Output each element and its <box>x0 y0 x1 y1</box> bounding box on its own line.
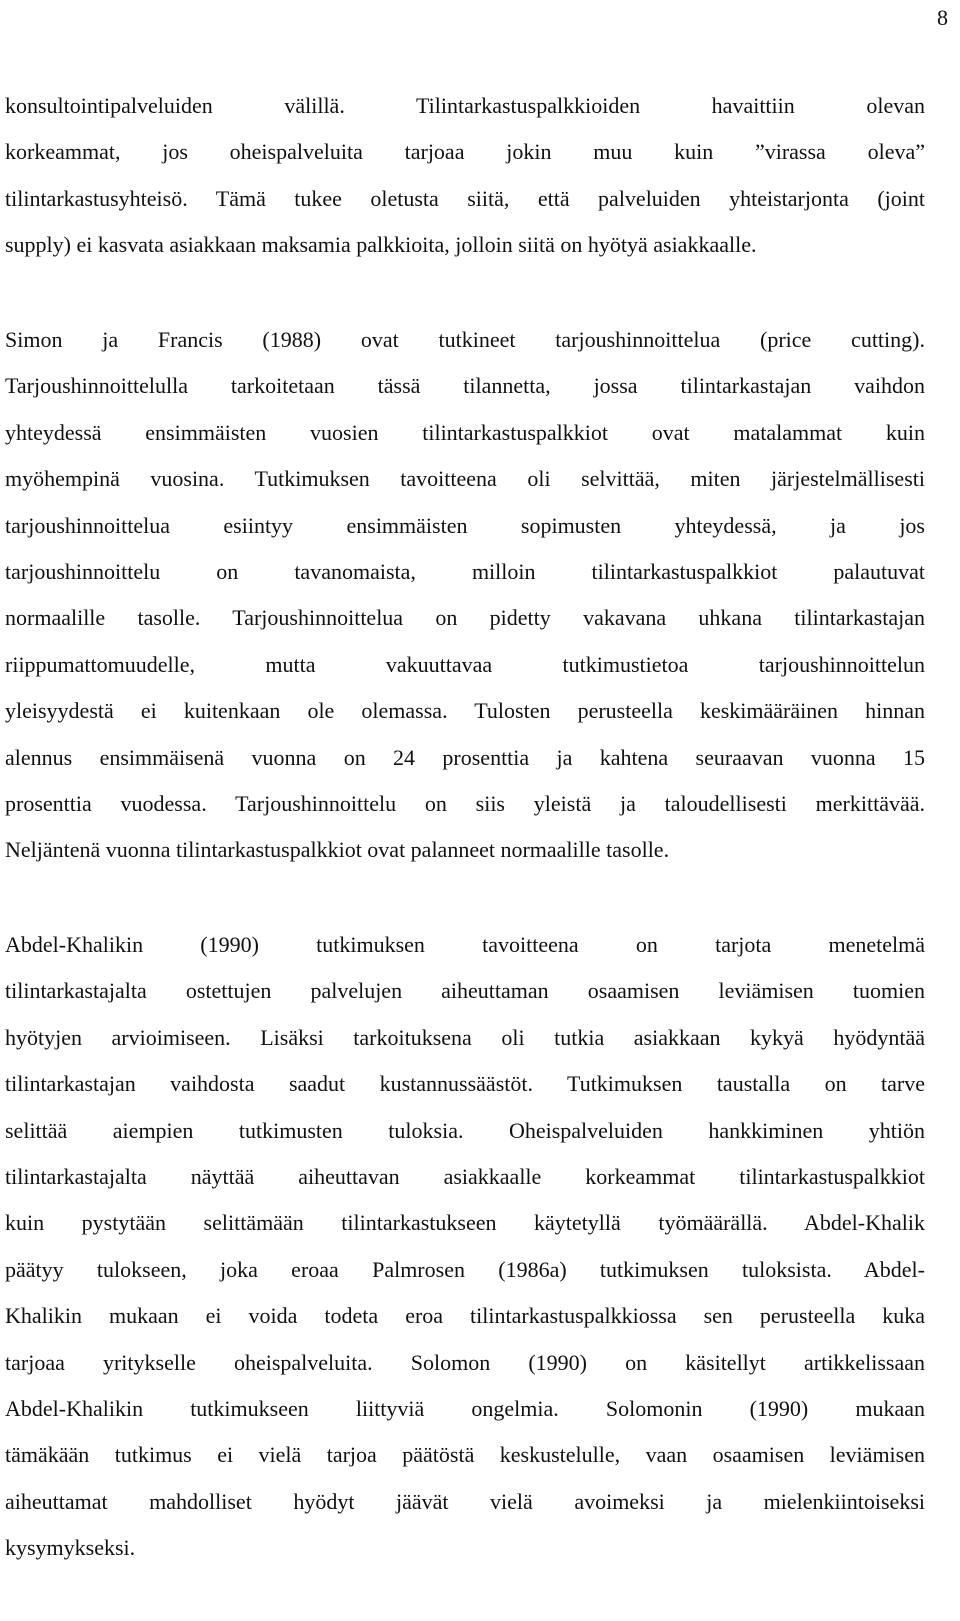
text-line: tilintarkastajalta ostettujen palvelujen aiheuttaman osaamisen leviämisen tuomien <box>5 978 925 1004</box>
paragraph-3 <box>5 922 925 1571</box>
text-line: hyötyjen arvioimiseen. Lisäksi tarkoituksena oli tutkia asiakkaan kykyä hyödyntää <box>5 1024 925 1050</box>
text-line: Abdel-Khalikin (1990) tutkimuksen tavoitteena on tarjota menetelmä <box>5 932 925 957</box>
text-line: selittää aiempien tutkimusten tuloksia. Oheispalveluiden hankkiminen yhtiön <box>5 1117 925 1143</box>
paragraph-2 <box>5 317 925 874</box>
text-line: Khalikin mukaan ei voida todeta eroa tilintarkastuspalkkiossa sen perusteella kuka <box>5 1303 925 1329</box>
text-line: korkeammat, jos oheispalveluita tarjoaa jokin muu kuin ”virassa oleva” <box>5 139 925 165</box>
text-line: konsultointipalveluiden välillä. Tilintarkastuspalkkioiden havaittiin olevan <box>5 93 925 118</box>
text-line: päätyy tulokseen, joka eroaa Palmrosen (1986a) tutkimuksen tuloksista. Abdel- <box>5 1256 925 1282</box>
text-line: Abdel-Khalikin tutkimukseen liittyviä ongelmia. Solomonin (1990) mukaan <box>5 1395 925 1421</box>
text-line: yleisyydestä ei kuitenkaan ole olemassa. Tulosten perusteella keskimääräinen hinnan <box>5 698 925 724</box>
text-line: alennus ensimmäisenä vuonna on 24 prosenttia ja kahtena seuraavan vuonna 15 <box>5 744 925 770</box>
text-line: prosenttia vuodessa. Tarjoushinnoittelu on siis yleistä ja taloudellisesti merkittävää. <box>5 790 925 816</box>
text-line: tilintarkastajalta näyttää aiheuttavan asiakkaalle korkeammat tilintarkastuspalkkiot <box>5 1163 925 1189</box>
text-line: Simon ja Francis (1988) ovat tutkineet tarjoushinnoittelua (price cutting). <box>5 327 925 352</box>
text-line: supply) ei kasvata asiakkaan maksamia palkkioita, jolloin siitä on hyötyä asiakkaalle. <box>5 232 757 258</box>
text-line: yhteydessä ensimmäisten vuosien tilintarkastuspalkkiot ovat matalammat kuin <box>5 419 925 445</box>
text-line: tarjoaa yritykselle oheispalveluita. Solomon (1990) on käsitellyt artikkelissaan <box>5 1349 925 1375</box>
text-line: tämäkään tutkimus ei vielä tarjoa päätöstä keskustelulle, vaan osaamisen leviämisen <box>5 1442 925 1468</box>
text-line: myöhempinä vuosina. Tutkimuksen tavoitteena oli selvittää, miten järjestelmällisesti <box>5 466 925 492</box>
text-line: tarjoushinnoittelu on tavanomaista, milloin tilintarkastuspalkkiot palautuvat <box>5 558 925 584</box>
text-line: riippumattomuudelle, mutta vakuuttavaa tutkimustietoa tarjoushinnoittelun <box>5 651 925 677</box>
text-line: tilintarkastajan vaihdosta saadut kustannussäästöt. Tutkimuksen taustalla on tarve <box>5 1071 925 1097</box>
paragraph-1 <box>5 83 925 269</box>
text-line: kysymykseksi. <box>5 1535 136 1561</box>
page-number: 8 <box>937 5 948 30</box>
text-line: normaalille tasolle. Tarjoushinnoittelua on pidetty vakavana uhkana tilintarkastajan <box>5 605 925 631</box>
text-line: kuin pystytään selittämään tilintarkastukseen käytetyllä työmäärällä. Abdel-Khalik <box>5 1210 925 1236</box>
text-line: tarjoushinnoittelua esiintyy ensimmäisten sopimusten yhteydessä, ja jos <box>5 512 925 538</box>
text-line: Neljäntenä vuonna tilintarkastuspalkkiot ovat palanneet normaalille tasolle. <box>5 837 670 863</box>
text-line: tilintarkastusyhteisö. Tämä tukee oletusta siitä, että palveluiden yhteistarjonta (joint <box>5 185 925 211</box>
text-line: Tarjoushinnoittelulla tarkoitetaan tässä tilannetta, jossa tilintarkastajan vaihdon <box>5 373 925 399</box>
text-line: aiheuttamat mahdolliset hyödyt jäävät vielä avoimeksi ja mielenkiintoiseksi <box>5 1488 925 1514</box>
